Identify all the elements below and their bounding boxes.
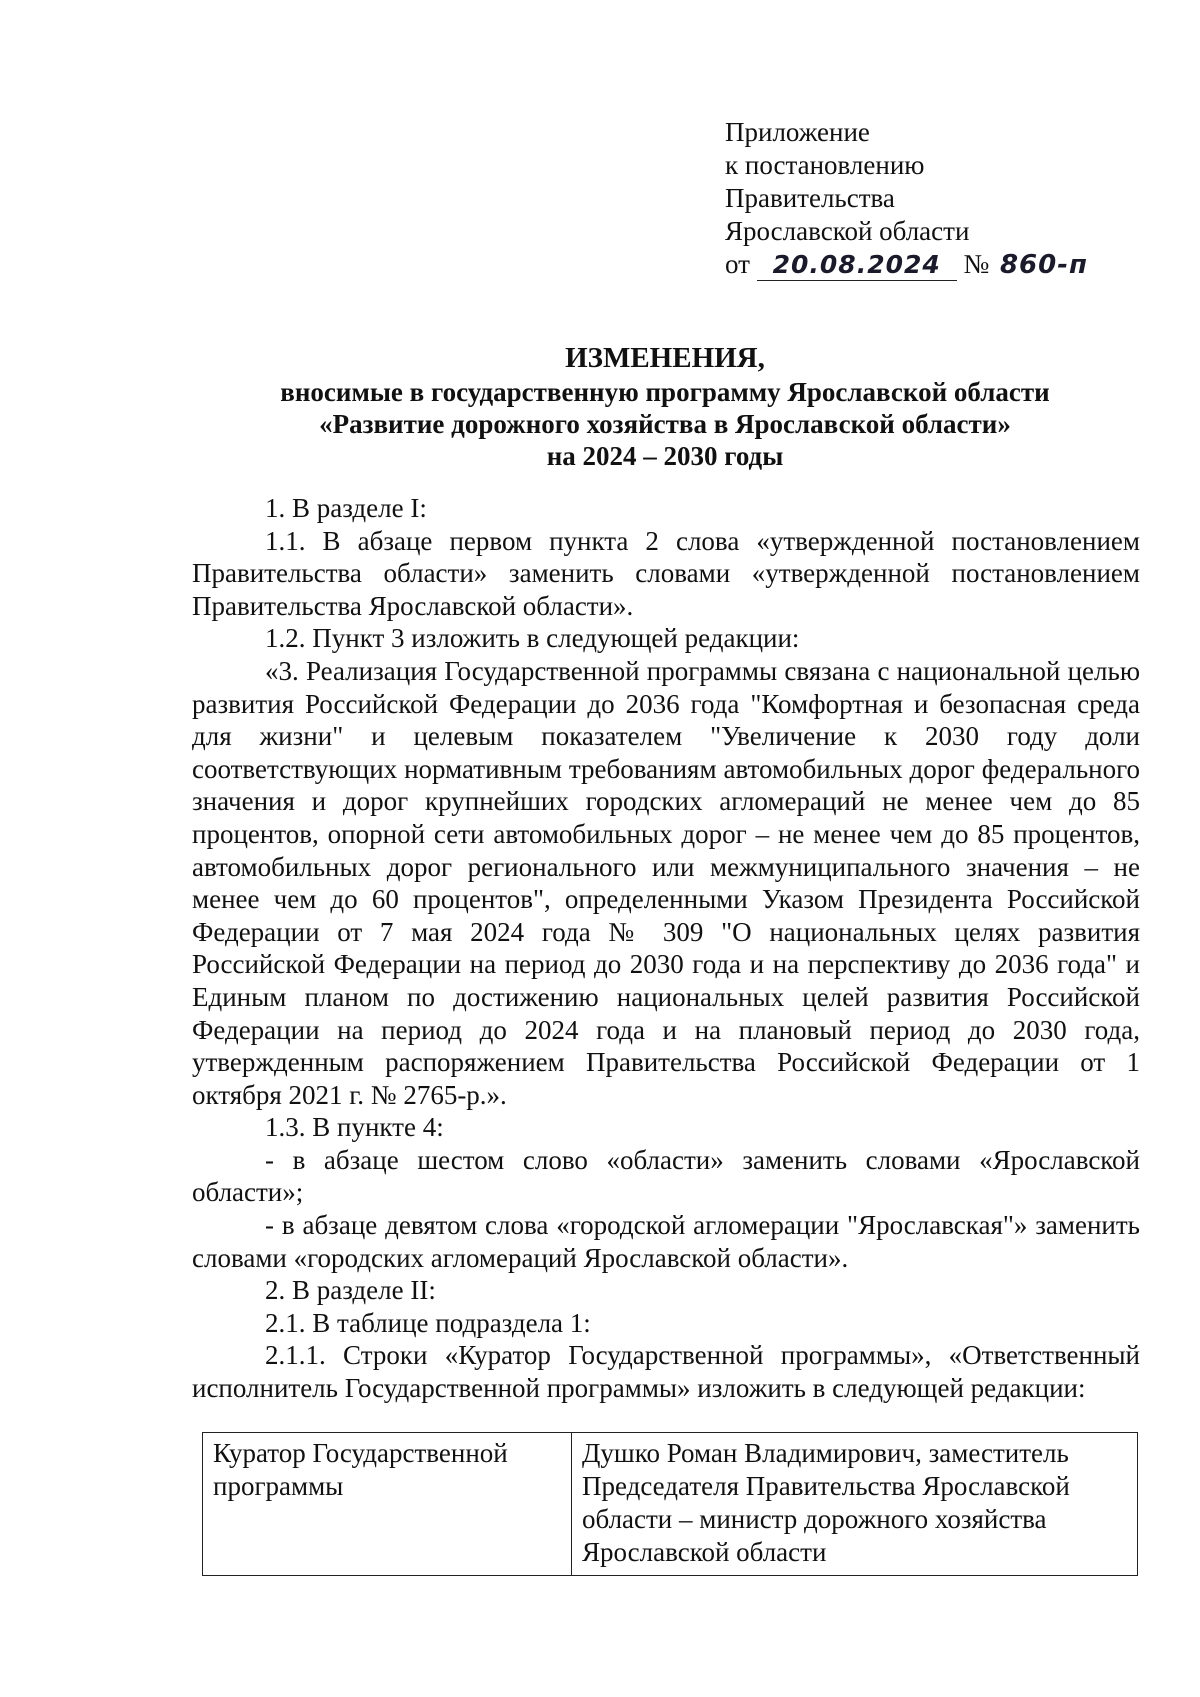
table-cell-label: Куратор Государственной программы: [203, 1433, 572, 1576]
handwritten-date: 20.08.2024: [757, 250, 957, 281]
body-paragraph: - в абзаце шестом слово «области» заменить словами «Ярославской области»;: [192, 1144, 1140, 1208]
body-paragraph: 1.3. В пункте 4:: [265, 1112, 444, 1143]
document-body: [192, 492, 1140, 1405]
appendix-line: Ярославской области: [725, 216, 970, 246]
heading-line: на 2024 – 2030 годы: [546, 441, 784, 471]
document-heading: [190, 340, 1140, 472]
body-paragraph: 2.1.1. Строки «Куратор Государственной программы», «Ответственный исполнитель Государственной программы» изложить в следующей редакции:: [192, 1340, 1140, 1404]
body-paragraph: 1.1. В абзаце первом пункта 2 слова «утвержденной постановлением Правительства области» заменить словами «утвержденной постановлением Правительства Ярославской области».: [192, 525, 1140, 621]
handwritten-number: 860-п: [999, 250, 1088, 280]
heading-line: «Развитие дорожного хозяйства в Ярославской области»: [319, 409, 1011, 439]
body-paragraph: 2.1. В таблице подраздела 1:: [265, 1307, 591, 1338]
appendix-date-number-line: [725, 248, 1120, 281]
heading-line: вносимые в государственную программу Ярославской области: [280, 377, 1050, 407]
appendix-line: к постановлению: [725, 150, 925, 180]
body-paragraph: 1.2. Пункт 3 изложить в следующей редакции:: [265, 623, 800, 654]
appendix-line: Правительства: [725, 183, 895, 213]
body-paragraph: 2. В разделе II:: [265, 1275, 436, 1306]
body-paragraph: «3. Реализация Государственной программы связана с национальной целью развития Российской Федерации до 2036 года "Комфортная и безопасная среда для жизни" и целевым показателем "Увеличение к 2030 году доли соответствующих нормативным требованиям автомобильных дорог федерального значения и дорог крупнейших городских агломераций не менее чем до 85 процентов, опорной сети автомобильных дорог – не менее чем до 85 процентов, автомобильных дорог регионального или межмуниципального значения – не менее чем до 60 процентов", определенными Указом Президента Российской Федерации от 7 мая 2024 года № 309 "О национальных целях развития Российской Федерации на период до 2030 года и на перспективу до 2036 года" и Единым планом по достижению национальных целей развития Российской Федерации на период до 2024 года и на плановый период до 2030 года, утвержденным распоряжением Правительства Российской Федерации от 1 октября 2021 г. № 2765-р.».: [192, 655, 1140, 1110]
heading-title: ИЗМЕНЕНИЯ,: [565, 342, 765, 374]
table-row: [203, 1433, 1138, 1576]
body-paragraph: - в абзаце девятом слова «городской агломерации "Ярославская"» заменить словами «городских агломераций Ярославской области».: [192, 1210, 1140, 1273]
from-label: от: [725, 249, 750, 279]
table-cell-value: Душко Роман Владимирович, заместитель Председателя Правительства Ярославской области – министр дорожного хозяйства Ярославской области: [572, 1433, 1138, 1576]
program-table: [202, 1432, 1138, 1576]
appendix-block: [725, 116, 1120, 281]
body-paragraph: 1. В разделе I:: [265, 493, 427, 523]
appendix-line: Приложение: [725, 117, 870, 147]
number-label: №: [963, 249, 990, 279]
